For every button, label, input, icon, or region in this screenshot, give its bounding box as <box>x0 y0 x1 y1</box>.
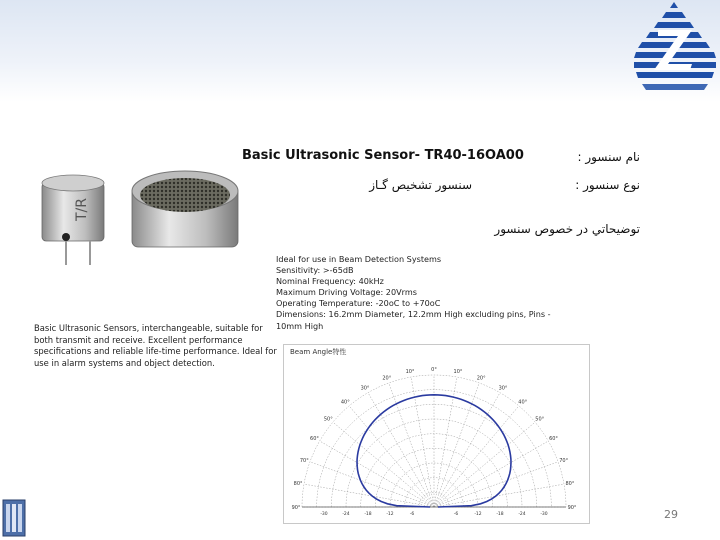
sensor-name-label: نام سنسور : <box>577 150 640 164</box>
angle-tick-label: 30° <box>498 385 508 392</box>
tr-marking: T/R <box>74 198 90 221</box>
spec-line: Sensitivity: >-65dB <box>276 265 354 276</box>
beam-pattern-curve <box>357 395 511 507</box>
angle-tick-label: 90° <box>291 505 301 511</box>
angle-tick-label: 90° <box>567 505 577 511</box>
header-band <box>0 0 720 102</box>
angle-tick-label: 20° <box>476 375 486 382</box>
db-scale-label: -18 <box>496 512 504 517</box>
sensor-type-value: سنسور تشخیص گـاز <box>369 178 472 192</box>
polar-spoke <box>349 406 434 507</box>
db-scale-label: -18 <box>364 512 372 517</box>
angle-tick-label: 40° <box>340 399 350 406</box>
db-scale-label: -6 <box>409 512 415 517</box>
beam-chart-canvas <box>284 345 589 523</box>
angle-tick-label: 60° <box>549 436 558 442</box>
polar-spoke <box>434 383 479 507</box>
angle-tick-label: 60° <box>310 436 319 442</box>
sensor-title-en: Basic Ultrasonic Sensor- TR40-16OA00 <box>242 148 524 163</box>
angle-tick-label: 30° <box>360 385 370 392</box>
sensor-photo <box>36 165 246 270</box>
db-scale-label: -24 <box>342 512 350 517</box>
db-scale-label: -6 <box>453 512 459 517</box>
sensor-type-label: نوع سنسور : <box>575 178 640 192</box>
angle-tick-label: 50° <box>535 416 545 423</box>
company-logo <box>628 0 720 100</box>
angle-tick-label: 0° <box>431 367 437 373</box>
sensor-description: Basic Ultrasonic Sensors, interchangeable, suitable for both transmit and receive. Excellent performance specifications and reliable life-time performance. Ideal for use in alarm systems and object detection. <box>34 323 277 368</box>
polar-spoke <box>434 484 564 507</box>
polar-spoke <box>304 484 434 507</box>
angle-tick-label: 40° <box>518 399 528 406</box>
db-scale-label: -12 <box>474 512 482 517</box>
db-scale-label: -12 <box>386 512 394 517</box>
angle-tick-label: 10° <box>405 369 415 376</box>
polar-spoke <box>310 462 434 507</box>
angle-tick-label: 50° <box>323 416 333 423</box>
db-scale-label: -30 <box>540 512 548 517</box>
angle-tick-label: 70° <box>299 457 309 464</box>
polar-spoke <box>434 422 535 507</box>
spec-line: Ideal for use in Beam Detection Systems <box>276 254 442 264</box>
spec-line: Operating Temperature: -20oC to +70oC <box>276 298 441 309</box>
angle-tick-label: 10° <box>453 369 463 376</box>
angle-tick-label: 20° <box>382 375 392 382</box>
beam-angle-chart <box>283 344 590 524</box>
angle-tick-label: 70° <box>559 457 569 464</box>
beam-chart-title: Beam Angle特性 <box>290 348 347 356</box>
db-scale-label: -30 <box>320 512 328 517</box>
spec-line: Nominal Frequency: 40kHz <box>276 276 384 287</box>
page-number: 29 <box>664 508 678 521</box>
angle-tick-label: 80° <box>293 481 303 488</box>
description-heading: توضیحاتي در خصوص سنسور <box>494 222 640 236</box>
document-stack-icon <box>2 496 28 538</box>
angle-tick-label: 80° <box>565 481 575 488</box>
spec-line: Dimensions: 16.2mm Diameter, 12.2mm High excluding pins, Pins - 10mm High <box>276 309 551 331</box>
db-scale-label: -24 <box>518 512 526 517</box>
spec-line: Maximum Driving Voltage: 20Vrms <box>276 287 417 298</box>
polar-spoke <box>389 383 434 507</box>
spec-list <box>276 254 596 332</box>
